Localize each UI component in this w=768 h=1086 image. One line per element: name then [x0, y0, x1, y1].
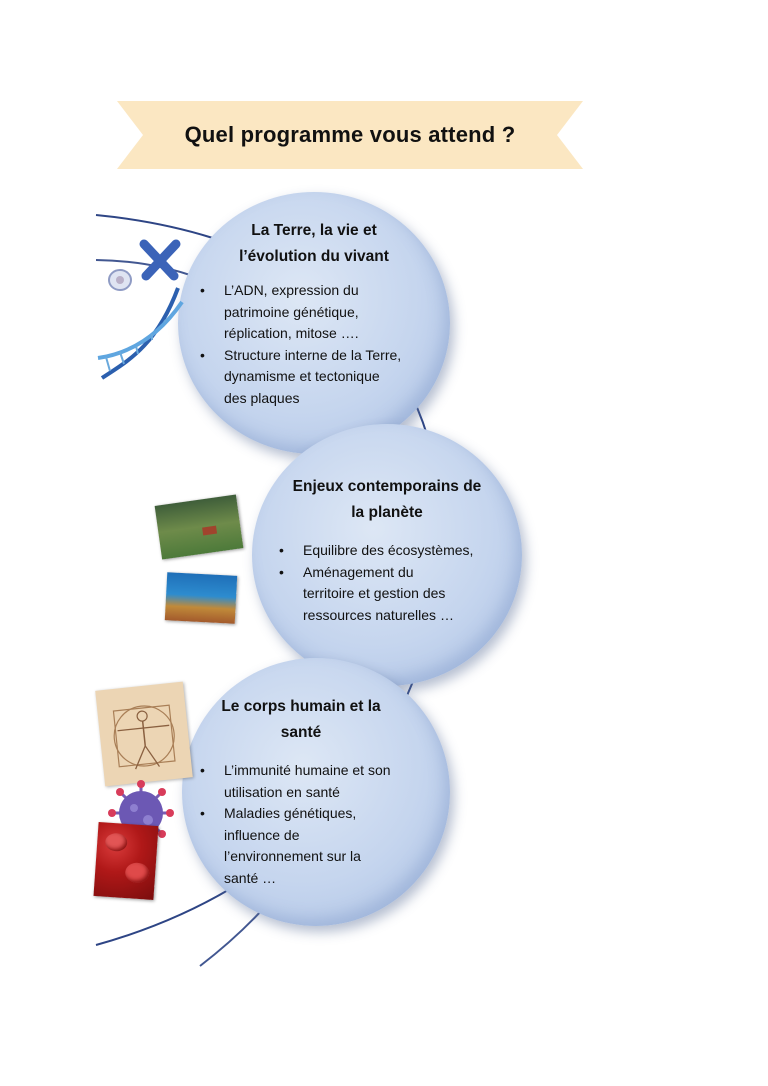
- list-item: • Equilibre des écosystèmes,: [279, 540, 509, 562]
- section-circle-human-body: [182, 658, 450, 926]
- bullet-list: [200, 280, 430, 409]
- blood-cells-photo: [93, 822, 158, 900]
- section-circle-planet-issues: [252, 424, 522, 686]
- forest-photo: [155, 495, 244, 560]
- blood-cell: [105, 833, 128, 852]
- vitruvian-man-sketch: [95, 682, 193, 787]
- dna-helix-icon: [96, 232, 188, 382]
- vitruvian-man-image: [95, 682, 193, 787]
- list-item: • Aménagement du territoire et gestion des ressources naturelles …: [279, 562, 509, 627]
- section-title: Enjeux contemporains de la planète: [292, 478, 482, 521]
- list-item: • Maladies génétiques, influence de l’environnement sur la santé …: [200, 803, 430, 889]
- coral-reef-photo: [165, 572, 237, 624]
- bullet-list: [279, 540, 509, 626]
- list-item: • L’immunité humaine et son utilisation en santé: [200, 760, 430, 803]
- page-title: Quel programme vous attend ?: [184, 122, 516, 147]
- list-item: • L’ADN, expression du patrimoine génétique, réplication, mitose ….: [200, 280, 430, 345]
- bullet-list: [200, 760, 430, 889]
- blood-cell: [125, 862, 150, 884]
- section-title: Le corps humain et la santé: [221, 698, 381, 741]
- forest-photo-detail: [202, 526, 217, 536]
- section-title: La Terre, la vie et l’évolution du vivant: [239, 222, 389, 265]
- list-item: • Structure interne de la Terre, dynamisme et tectonique des plaques: [200, 345, 430, 410]
- section-circle-earth-life: [178, 192, 450, 454]
